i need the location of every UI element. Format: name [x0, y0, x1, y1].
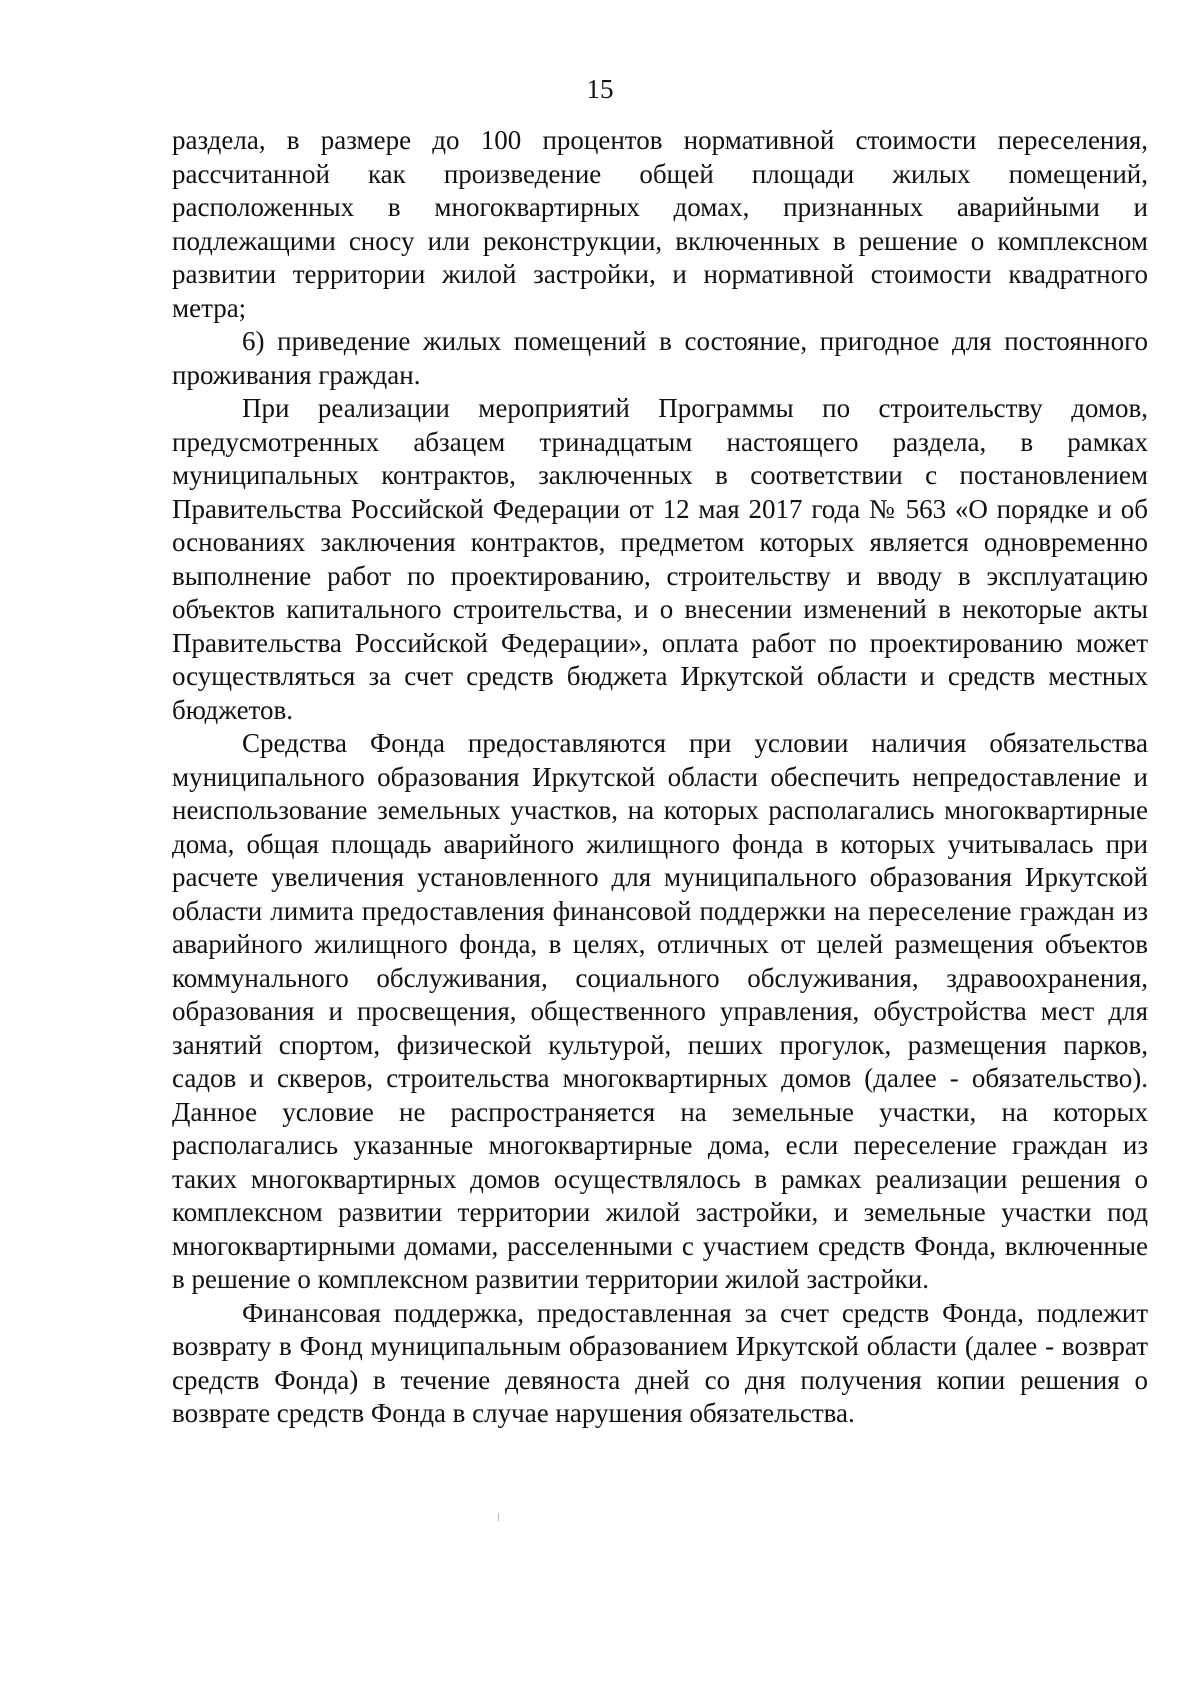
document-body: [172, 124, 1148, 1431]
paragraph-fund-return: Финансовая поддержка, предоставленная за счет средств Фонда, подлежит возврату в Фонд муниципальным образованием Иркутской области (далее - возврат средств Фонда) в течение девяноста дней со дня получения копии решения о возврате средств Фонда в случае нарушения обязательства.: [172, 1297, 1148, 1428]
page-number: 15: [586, 74, 614, 104]
paragraph-fund-conditions: Средства Фонда предоставляются при условии наличия обязательства муниципального образования Иркутской области обеспечить непредоставление и неиспользование земельных участков, на которых располагались многоквартирные дома, общая площадь аварийного жилищного фонда в которых учитывалась при расчете увеличения установленного для муниципального образования Иркутской области лимита предоставления финансовой поддержки на переселение граждан из аварийного жилищного фонда, в целях, отличных от целей размещения объектов коммунального обслуживания, социального обслуживания, здравоохранения, образования и просвещения, общественного управления, обустройства мест для занятий спортом, физической культурой, пеших прогулок, размещения парков, садов и скверов, строительства многоквартирных домов (далее - обязательство). Данное условие не распространяется на земельные участки, на которых располагались указанные многоквартирные дома, если переселение граждан из таких многоквартирных домов осуществлялось в рамках реализации решения о комплексном развитии территории жилой застройки, и земельные участки под многоквартирными домами, расселенными с участием средств Фонда, включенные в решение о комплексном развитии территории жилой застройки.: [172, 728, 1148, 1294]
paragraph-item-6: 6) приведение жилых помещений в состояние, пригодное для постоянного проживания граждан.: [172, 326, 1148, 390]
paragraph-design-payment: При реализации мероприятий Программы по строительству домов, предусмотренных абзацем тринадцатым настоящего раздела, в рамках муниципальных контрактов, заключенных в соответствии с постановлением Правительства Российской Федерации от 12 мая 2017 года № 563 «О порядке и об основаниях заключения контрактов, предметом которых является одновременно выполнение работ по проектированию, строительству и вводу в эксплуатацию объектов капитального строительства, и о внесении изменений в некоторые акты Правительства Российской Федерации», оплата работ по проектированию может осуществляться за счет средств бюджета Иркутской области и средств местных бюджетов.: [172, 393, 1148, 725]
scan-artifact: [498, 1513, 499, 1521]
paragraph-continuation: раздела, в размере до 100 процентов нормативной стоимости переселения, рассчитанной как произведение общей площади жилых помещений, расположенных в многоквартирных домах, признанных аварийными и подлежащими сносу или реконструкции, включенных в решение о комплексном развитии территории жилой застройки, и нормативной стоимости квадратного метра;: [172, 125, 1148, 323]
